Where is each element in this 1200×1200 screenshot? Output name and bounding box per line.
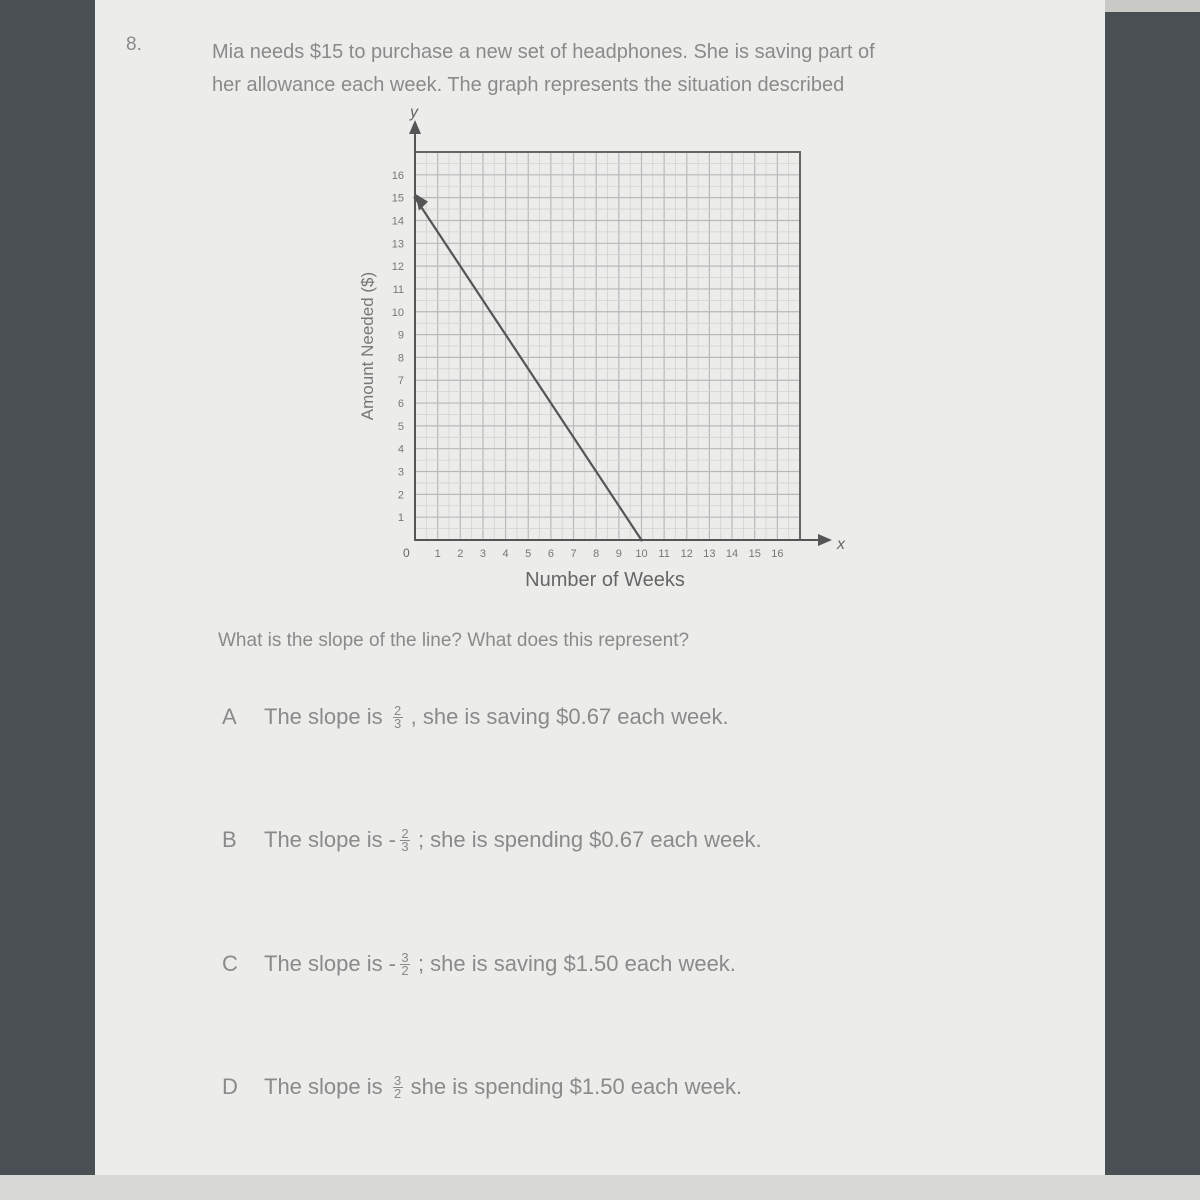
choice-d-prefix: The slope is	[264, 1074, 383, 1099]
y-tick-label: 13	[391, 238, 404, 251]
x-tick-label: 9	[615, 548, 622, 560]
choice-c-letter: C	[222, 951, 238, 976]
y-tick-label: 16	[391, 169, 404, 182]
choice-b-fraction	[400, 825, 410, 854]
question-number: 8.	[126, 34, 142, 55]
x-tick-label: 6	[547, 548, 554, 560]
y-axis-arrow	[409, 120, 421, 134]
y-tick-label: 10	[391, 306, 404, 319]
y-tick-labels	[392, 170, 404, 524]
choice-d-fraction	[393, 1072, 403, 1101]
y-tick-label: 11	[392, 283, 404, 296]
choice-a-denominator: 3	[394, 715, 402, 731]
choice-b-prefix: The slope is	[264, 827, 383, 852]
choice-a-letter: A	[222, 704, 237, 729]
chart-grid	[415, 152, 800, 540]
y-tick-label: 5	[397, 420, 404, 433]
choice-d[interactable]	[222, 1074, 742, 1100]
choice-b-numerator: 2	[401, 825, 409, 841]
choice-c-denominator: 2	[401, 962, 409, 978]
prompt-line-1: Mia needs $15 to purchase a new set of headphones. She is saving part of	[212, 41, 875, 63]
y-tick-label: 4	[397, 443, 404, 456]
y-tick-label: 1	[397, 512, 404, 525]
y-tick-label: 14	[391, 215, 404, 228]
choice-d-numerator: 3	[394, 1072, 402, 1088]
y-axis-title: Amount Needed ($)	[358, 271, 377, 421]
series-point	[640, 539, 643, 542]
y-axis-letter: y	[410, 104, 418, 121]
choice-a[interactable]	[222, 704, 729, 730]
choice-b-sign: -	[388, 827, 396, 852]
choice-b-denominator: 3	[401, 838, 409, 854]
choice-a-fraction	[393, 702, 403, 731]
question-text: What is the slope of the line? What does this represent?	[218, 630, 690, 651]
chart-axes	[409, 120, 832, 546]
bottom-strip	[0, 1175, 1200, 1200]
x-tick-label: 14	[725, 548, 739, 560]
series-point	[414, 196, 417, 199]
x-tick-label: 4	[502, 548, 509, 560]
choice-c-fraction	[400, 949, 410, 978]
choice-a-prefix: The slope is	[264, 704, 383, 729]
y-tick-label: 15	[391, 192, 404, 205]
x-tick-label: 8	[593, 548, 600, 560]
y-tick-label: 12	[391, 261, 404, 274]
x-axis-letter: x	[837, 536, 845, 553]
choice-c-prefix: The slope is	[264, 951, 383, 976]
y-tick-label: 2	[397, 489, 404, 502]
y-tick-label: 7	[397, 375, 404, 388]
x-tick-label: 15	[748, 548, 761, 560]
x-tick-label: 5	[525, 548, 532, 560]
x-tick-label: 2	[457, 548, 464, 560]
x-tick-label: 3	[479, 548, 487, 560]
y-tick-label: 3	[397, 466, 404, 479]
choice-d-denominator: 2	[394, 1085, 402, 1101]
y-tick-label: 9	[397, 329, 404, 342]
origin-label: 0	[403, 546, 410, 560]
choice-c-sign: -	[388, 951, 396, 976]
choice-c-numerator: 3	[401, 949, 409, 965]
y-tick-label: 8	[397, 352, 404, 365]
x-tick-label: 16	[771, 548, 784, 560]
x-tick-label: 7	[570, 548, 577, 560]
x-axis-title: Number of Weeks	[525, 569, 685, 591]
x-tick-label: 13	[703, 548, 716, 560]
choice-b[interactable]	[222, 827, 762, 853]
choice-a-suffix: , she is saving $0.67 each week.	[410, 704, 729, 729]
choice-d-letter: D	[222, 1074, 238, 1099]
x-tick-label: 11	[658, 548, 670, 560]
prompt-line-2: her allowance each week. The graph represents the situation described	[212, 74, 845, 96]
x-axis-arrow	[818, 534, 832, 546]
x-tick-label: 1	[434, 548, 441, 560]
choice-a-numerator: 2	[394, 702, 402, 718]
y-tick-label: 6	[397, 398, 404, 411]
choice-b-letter: B	[222, 827, 237, 852]
choice-c-suffix: ; she is saving $1.50 each week.	[417, 951, 736, 976]
x-tick-labels	[435, 548, 784, 560]
choice-d-suffix: she is spending $1.50 each week.	[410, 1074, 743, 1099]
choice-b-suffix: ; she is spending $0.67 each week.	[417, 827, 762, 852]
x-tick-label: 12	[680, 548, 693, 560]
choice-c[interactable]	[222, 951, 736, 977]
x-tick-label: 10	[635, 548, 648, 560]
